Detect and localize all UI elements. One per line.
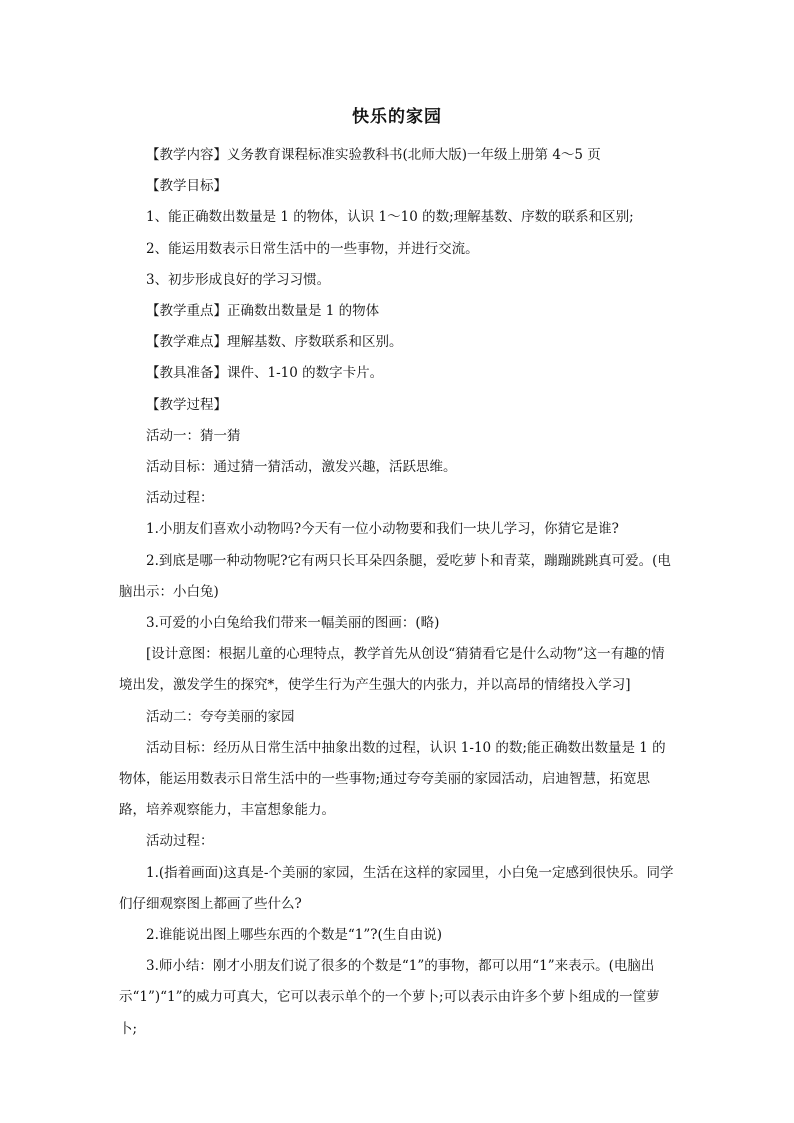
paragraph: 【教具准备】课件、1-10 的数字卡片。 — [146, 365, 384, 382]
paragraph: 1.(指着画面)这真是-个美丽的家园，生活在这样的家园里，小白兔一定感到很快乐。同学们仔细观察图上都画了些什么? — [119, 864, 674, 912]
paragraph: 活动目标：经历从日常生活中抽象出数的过程，认识 1-10 的数;能正确数出数量是 1 的物体，能运用数表示日常生活中的一些事物;通过夸夸美丽的家园活动，启迪智慧，拓宽思路，培养观察能力，丰富想象能力。 — [119, 739, 666, 819]
paragraph: 1、能正确数出数量是 1 的物体，认识 1～10 的数;理解基数、序数的联系和区别; — [146, 209, 634, 226]
paragraph: 活动二：夸夸美丽的家园 — [146, 708, 295, 725]
paragraph: 2.谁能说出图上哪些东西的个数是“1”?(生自由说) — [146, 927, 443, 944]
paragraph: 2.到底是哪一种动物呢?它有两只长耳朵四条腿，爱吃萝卜和青菜，蹦蹦跳跳真可爱。(电脑出示：小白兔) — [119, 552, 671, 600]
paragraph: [设计意图：根据儿童的心理特点，教学首先从创设“猜猜看它是什么动物”这一有趣的情境出发，激发学生的探究*，使学生行为产生强大的内张力，并以高昂的情绪投入学习] — [119, 646, 665, 694]
document-body — [119, 140, 675, 1045]
paragraph: 【教学重点】正确数出数量是 1 的物体 — [146, 303, 380, 320]
paragraph: 【教学难点】理解基数、序数联系和区别。 — [146, 334, 403, 351]
paragraph: 2、能运用数表示日常生活中的一些事物，并进行交流。 — [146, 240, 479, 257]
paragraph: 【教学过程】 — [146, 396, 227, 413]
paragraph: 【教学内容】义务教育课程标准实验教科书(北师大版)一年级上册第 4～5 页 — [146, 147, 601, 163]
paragraph: 活动过程： — [146, 833, 214, 850]
paragraph: 3、初步形成良好的学习习惯。 — [146, 271, 331, 288]
paragraph: 3.师小结：刚才小朋友们说了很多的个数是“1”的事物，都可以用“1”来表示。(电脑出示“1”)“1”的威力可真大，它可以表示单个的一个萝卜;可以表示由许多个萝卜组成的一筐萝卜; — [119, 958, 660, 1037]
paragraph: 活动过程： — [146, 490, 214, 507]
paragraph: 活动目标：通过猜一猜活动，激发兴趣，活跃思维。 — [146, 459, 457, 476]
paragraph: 3.可爱的小白兔给我们带来一幅美丽的图画：(略) — [146, 615, 440, 632]
paragraph: 1.小朋友们喜欢小动物吗?今天有一位小动物要和我们一块儿学习，你猜它是谁? — [146, 521, 619, 538]
document-title: 快乐的家园 — [352, 107, 442, 127]
paragraph: 活动一：猜一猜 — [146, 427, 241, 444]
paragraph: 【教学目标】 — [146, 178, 227, 195]
